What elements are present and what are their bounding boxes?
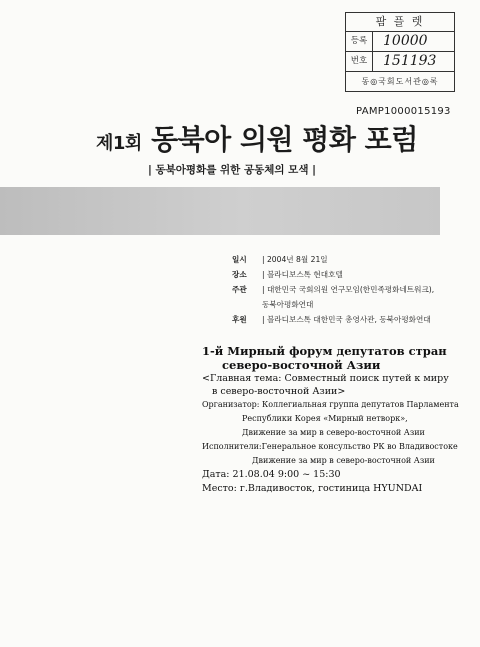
stamp-row-registration xyxy=(346,32,454,52)
document-code: PAMP1000015193 xyxy=(356,106,451,117)
gray-band xyxy=(0,187,440,235)
info-label: 일시 xyxy=(232,255,247,264)
info-host xyxy=(232,282,434,297)
russian-theme-continued: в северо-восточной Азии> xyxy=(212,386,346,397)
stamp-header: 팜 플 렛 xyxy=(346,13,454,32)
info-label: 장소 xyxy=(232,270,247,279)
stamp-row-label: 번호 xyxy=(346,52,373,71)
russian-organizer-continued: Движение за мир в северо-восточной Азии xyxy=(242,428,425,437)
library-stamp xyxy=(345,12,455,92)
info-value: | 대한민국 국회의원 연구모임(한민족평화네트워크), xyxy=(262,285,435,294)
stamp-row-value: 151193 xyxy=(383,53,437,69)
russian-executors: Исполнители:Генеральное консульство РК во Владивостоке xyxy=(202,442,458,451)
stamp-row-value: 10000 xyxy=(383,33,428,49)
info-sponsor xyxy=(232,312,434,327)
russian-organizer-continued: Республики Корея «Мирный нетворк», xyxy=(242,414,408,423)
russian-heading-continued: северо-восточной Азии xyxy=(222,358,381,372)
info-value: | 2004년 8월 21일 xyxy=(262,255,328,264)
russian-date: Дата: 21.08.04 9:00 ~ 15:30 xyxy=(202,469,341,480)
info-value: | 블라디보스톡 대한민국 총영사관, 동북아평화연대 xyxy=(262,315,431,324)
info-label: 후원 xyxy=(232,315,247,324)
title-prefix: 제1회 xyxy=(96,133,142,154)
russian-organizer: Организатор: Коллегиальная группа депутатов Парламента xyxy=(202,400,459,409)
event-info xyxy=(232,252,434,327)
stamp-row-label: 등록 xyxy=(346,32,373,51)
russian-section xyxy=(202,344,459,496)
info-place xyxy=(232,267,434,282)
russian-place: Место: г.Владивосток, гостиница HYUNDAI xyxy=(202,483,423,494)
stamp-row-number xyxy=(346,52,454,72)
page-subtitle: | 동북아평화를 위한 공동체의 모색 | xyxy=(148,164,316,176)
title-main: 동북아 의원 평화 포럼 xyxy=(151,123,418,156)
info-date xyxy=(232,252,434,267)
russian-heading: 1-й Мирный форум депутатов стран xyxy=(202,344,447,358)
info-value: | 블라디보스톡 현대호텔 xyxy=(262,270,343,279)
russian-executors-continued: Движение за мир в северо-восточной Азии xyxy=(252,456,435,465)
russian-theme: <Главная тема: Совместный поиск путей к миру xyxy=(202,373,449,384)
page-title xyxy=(96,118,418,158)
stamp-footer: 동◎국회도서관◎록 xyxy=(361,77,439,86)
info-label: 주관 xyxy=(232,285,247,294)
info-value-continued: 동북아평화연대 xyxy=(262,300,314,309)
